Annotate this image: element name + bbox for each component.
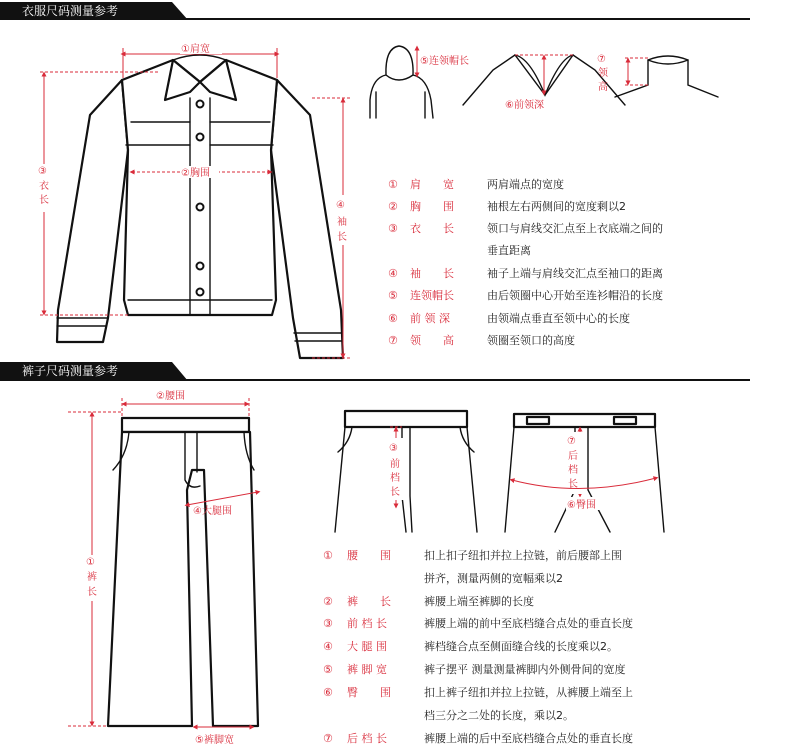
svg-text:①: ① [323, 549, 333, 562]
svg-text:扣上扣子纽扣并拉上拉链，前后腰部上围: 扣上扣子纽扣并拉上拉链，前后腰部上围 [424, 549, 622, 562]
svg-text:腰 围: 腰 围 [347, 549, 391, 562]
svg-text:连领帽长: 连领帽长 [410, 289, 454, 302]
front-rise-label-a: 前 [390, 459, 400, 470]
sleeve-label-a: 袖 [337, 217, 347, 228]
svg-text:衣 长: 衣 长 [410, 222, 454, 235]
svg-text:裤 脚 宽: 裤 脚 宽 [347, 663, 387, 676]
pants-legend-item [323, 662, 626, 676]
front-rise-label-c: 长 [390, 487, 400, 498]
pants-length-label-a: 裤 [87, 572, 97, 583]
svg-text:④: ④ [323, 640, 333, 653]
svg-text:裤子摆平 测量测量裤脚内外侧骨间的宽度: 裤子摆平 测量测量裤脚内外侧骨间的宽度 [424, 663, 626, 676]
svg-text:由后领圈中心开始至连衫帽沿的长度: 由后领圈中心开始至连衫帽沿的长度 [487, 289, 663, 302]
svg-text:肩 宽: 肩 宽 [410, 178, 454, 191]
svg-text:③: ③ [323, 617, 333, 630]
svg-text:档三分之二处的长度，乘以2。: 档三分之二处的长度，乘以2。 [424, 709, 574, 722]
jacket-button [197, 134, 204, 141]
collar-height-label-a: 领 [598, 68, 608, 79]
pants-legend [323, 548, 633, 745]
svg-text:领圈至领口的高度: 领圈至领口的高度 [487, 334, 575, 347]
jacket-drawing [57, 55, 343, 358]
svg-text:裤腰上端的前中至底档缝合点处的垂直长度: 裤腰上端的前中至底档缝合点处的垂直长度 [424, 617, 633, 630]
svg-text:后 档 长: 后 档 长 [347, 732, 387, 745]
jacket-legend-item [388, 266, 663, 280]
collar-height-num: ⑦ [597, 54, 606, 65]
svg-text:扣上裤子纽扣并拉上拉链，从裤腰上端至上: 扣上裤子纽扣并拉上拉链，从裤腰上端至上 [424, 686, 633, 699]
back-rise-label-a: 后 [568, 451, 578, 462]
pants-legend-item [323, 616, 633, 630]
svg-text:③: ③ [388, 222, 398, 235]
pants-length-num: ① [86, 557, 95, 568]
thigh-label: ④大腿围 [193, 506, 232, 517]
svg-text:裤档缝合点至侧面缝合线的长度乘以2。: 裤档缝合点至侧面缝合线的长度乘以2。 [424, 640, 618, 653]
svg-text:①: ① [388, 178, 398, 191]
sleeve-label-b: 长 [337, 232, 347, 243]
jacket-section-header [0, 2, 750, 20]
back-rise-label-c: 长 [568, 479, 578, 490]
svg-text:由领端点垂直至领中心的长度: 由领端点垂直至领中心的长度 [487, 312, 630, 325]
hip-label: ⑥臀围 [567, 500, 596, 511]
svg-text:⑦: ⑦ [323, 732, 333, 745]
jacket-length-label-a: 衣 [39, 181, 49, 192]
jacket-legend-item [388, 288, 663, 302]
svg-text:臀 围: 臀 围 [347, 686, 391, 699]
pants-length-label-b: 长 [87, 587, 97, 598]
jacket-legend [388, 177, 663, 347]
front-rise-num: ③ [389, 443, 398, 454]
waist-label: ②腰围 [156, 391, 185, 402]
jacket-body [122, 60, 277, 315]
svg-text:②: ② [323, 595, 333, 608]
pants-waistband [122, 418, 249, 432]
jacket-header-title: 衣服尺码测量参考 [22, 4, 119, 18]
pants-legs [108, 432, 258, 726]
neck-depth-label: ⑥前领深 [505, 100, 544, 111]
svg-text:裤腰上端的后中至底档缝合点处的垂直长度: 裤腰上端的后中至底档缝合点处的垂直长度 [424, 732, 633, 745]
jacket-button [197, 263, 204, 270]
jacket-legend-item [388, 311, 630, 325]
jacket-legend-item [388, 221, 663, 257]
back-rise-drawing [505, 414, 664, 532]
pants-header-title: 裤子尺码测量参考 [22, 364, 119, 378]
pants-section-header [0, 362, 750, 381]
hood-length-label: ⑤连领帽长 [420, 56, 469, 67]
collar-height-drawing [597, 54, 718, 97]
jacket-button [197, 204, 204, 211]
hood-drawing [370, 46, 469, 118]
jacket-right-sleeve [271, 80, 343, 358]
pants-legend-item [323, 731, 633, 745]
svg-text:拼齐，测量两侧的宽幅乘以2: 拼齐，测量两侧的宽幅乘以2 [424, 572, 563, 585]
jacket-left-sleeve [57, 80, 128, 342]
svg-text:⑥: ⑥ [323, 686, 333, 699]
svg-text:袖 长: 袖 长 [410, 267, 454, 280]
svg-text:胸 围: 胸 围 [410, 200, 454, 213]
chest-label: ②胸围 [181, 168, 210, 179]
svg-text:袖根左右两侧间的宽度剩以2: 袖根左右两侧间的宽度剩以2 [487, 200, 626, 213]
jacket-legend-item [388, 333, 575, 347]
back-rise-num: ⑦ [567, 436, 576, 447]
svg-text:②: ② [388, 200, 398, 213]
jacket-legend-item [388, 177, 564, 191]
pants-legend-item [323, 548, 622, 585]
jacket-length-num: ③ [38, 166, 47, 177]
svg-text:④: ④ [388, 267, 398, 280]
svg-text:大 腿 围: 大 腿 围 [347, 640, 387, 653]
svg-text:领口与肩线交汇点至上衣底端之间的: 领口与肩线交汇点至上衣底端之间的 [487, 222, 663, 235]
shoulder-width-label: ①肩宽 [181, 44, 210, 55]
front-rise-label-b: 档 [390, 473, 400, 484]
jacket-legend-item [388, 199, 626, 213]
svg-text:垂直距离: 垂直距离 [487, 244, 531, 257]
svg-text:袖子上端与肩线交汇点至袖口的距离: 袖子上端与肩线交汇点至袖口的距离 [487, 267, 663, 280]
svg-text:两肩端点的宽度: 两肩端点的宽度 [487, 178, 564, 191]
svg-text:前 档 长: 前 档 长 [347, 617, 387, 630]
svg-text:⑤: ⑤ [388, 289, 398, 302]
svg-text:⑥: ⑥ [388, 312, 398, 325]
front-rise-drawing [335, 411, 477, 532]
pants-legend-item [323, 594, 534, 608]
svg-text:裤 长: 裤 长 [347, 595, 391, 608]
pants-drawing [108, 418, 258, 726]
svg-text:领 高: 领 高 [410, 334, 454, 347]
sleeve-num: ④ [336, 200, 345, 211]
svg-text:⑦: ⑦ [388, 334, 398, 347]
collar-height-label-b: 高 [598, 82, 608, 93]
svg-text:⑤: ⑤ [323, 663, 333, 676]
svg-text:前 领 深: 前 领 深 [410, 312, 450, 325]
pants-legend-item [323, 685, 633, 722]
jacket-button [197, 101, 204, 108]
svg-text:裤腰上端至裤脚的长度: 裤腰上端至裤脚的长度 [424, 595, 534, 608]
jacket-button [197, 289, 204, 296]
jacket-length-label-b: 长 [39, 195, 49, 206]
pants-legend-item [323, 639, 618, 653]
hem-width-label: ⑤裤脚宽 [195, 735, 234, 746]
back-rise-label-b: 档 [568, 465, 578, 476]
